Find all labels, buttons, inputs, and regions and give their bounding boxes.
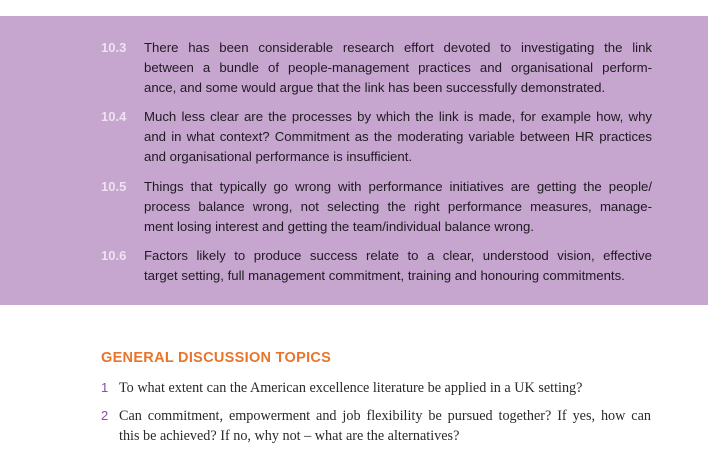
summary-item-number: 10.5 (101, 179, 127, 194)
summary-item-text (144, 38, 652, 98)
summary-item-number: 10.6 (101, 248, 127, 263)
summary-line: target setting, full management commitment, training and honouring commitments. (144, 268, 625, 283)
summary-line: Things that typically go wrong with performance initiatives are getting the people/ (144, 179, 652, 194)
summary-item-text (144, 246, 652, 286)
topic-text (119, 378, 651, 398)
summary-item-text (144, 107, 652, 167)
summary-line: and in what context? Commitment as the moderating variable between HR practices (144, 129, 652, 144)
summary-line: between a bundle of people-management practices and organisational perform- (144, 60, 652, 75)
topic-number: 2 (101, 408, 109, 423)
discussion-topics-heading: GENERAL DISCUSSION TOPICS (101, 350, 332, 366)
summary-line: Factors likely to produce success relate to a clear, understood vision, effective (144, 248, 652, 263)
summary-line: ment losing interest and getting the team/individual balance wrong. (144, 219, 535, 234)
topic-number: 1 (101, 380, 109, 395)
summary-line: There has been considerable research effort devoted to investigating the link (144, 40, 652, 55)
summary-item-number: 10.4 (101, 109, 127, 124)
summary-line: ance, and some would argue that the link has been successfully demonstrated. (144, 80, 606, 95)
summary-line: and organisational performance is insufficient. (144, 149, 413, 164)
summary-item-text (144, 177, 652, 237)
summary-line: Much less clear are the processes by which the link is made, for example how, why (144, 109, 652, 124)
summary-item-number: 10.3 (101, 40, 127, 55)
topic-line: To what extent can the American excellence literature be applied in a UK setting? (119, 380, 583, 396)
topic-line: Can commitment, empowerment and job flexibility be pursued together? If yes, how can (119, 408, 651, 424)
summary-line: process balance wrong, not selecting the right performance measures, manage- (144, 199, 652, 214)
chapter-summary-panel (0, 16, 708, 305)
topic-line: this be achieved? If no, why not – what are the alternatives? (119, 428, 460, 444)
topic-text (119, 406, 651, 446)
